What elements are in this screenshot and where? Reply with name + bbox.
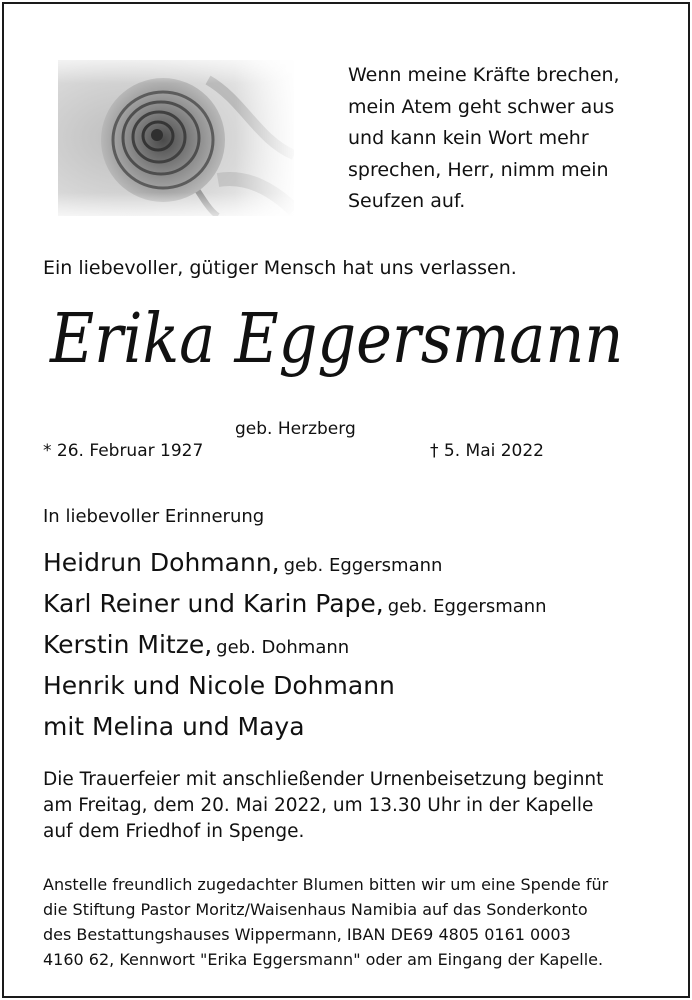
mourners-list	[43, 548, 547, 753]
mourner-name: mit Melina und Maya	[43, 712, 305, 741]
birth-date: * 26. Februar 1927	[43, 441, 204, 461]
funeral-line: auf dem Friedhof in Spenge.	[43, 821, 305, 842]
mourner-nee: geb. Dohmann	[216, 637, 350, 658]
donation-line: die Stiftung Pastor Moritz/Waisenhaus Namibia auf das Sonderkonto	[43, 900, 588, 919]
mourner-nee: geb. Eggersmann	[387, 596, 547, 617]
funeral-info	[43, 767, 603, 845]
mourner-name: Kerstin Mitze,	[43, 630, 213, 659]
donation-line: Anstelle freundlich zugedachter Blumen bitten wir um eine Spende für	[43, 875, 609, 894]
mourner-entry	[43, 630, 547, 671]
verse-line: Wenn meine Kräfte brechen,	[348, 64, 620, 86]
bible-verse	[348, 60, 620, 218]
mourner-name: Heidrun Dohmann,	[43, 548, 280, 577]
mourner-entry	[43, 589, 547, 630]
funeral-line: Die Trauerfeier mit anschließender Urnenbeisetzung beginnt	[43, 769, 604, 790]
donation-line: des Bestattungshauses Wippermann, IBAN DE69 4805 0161 0003	[43, 925, 571, 944]
mourner-entry	[43, 671, 547, 712]
mourner-entry	[43, 712, 547, 753]
mourner-nee: geb. Eggersmann	[283, 555, 443, 576]
rose-photo	[58, 60, 294, 216]
verse-line: sprechen, Herr, nimm mein	[348, 158, 609, 181]
mourner-entry	[43, 548, 547, 589]
memory-line: In liebevoller Erinnerung	[43, 506, 265, 527]
verse-line: und kann kein Wort mehr	[348, 127, 589, 149]
mourner-name: Henrik und Nicole Dohmann	[43, 671, 395, 700]
intro-text: Ein liebevoller, gütiger Mensch hat uns verlassen.	[43, 257, 517, 279]
funeral-line: am Freitag, dem 20. Mai 2022, um 13.30 Uhr in der Kapelle	[43, 795, 594, 816]
verse-line: mein Atem geht schwer aus	[348, 95, 615, 118]
death-date: † 5. Mai 2022	[430, 441, 545, 461]
maiden-name: geb. Herzberg	[235, 419, 356, 439]
deceased-name: Erika Eggersmann	[50, 300, 624, 379]
verse-line: Seufzen auf.	[348, 190, 466, 212]
donation-line: 4160 62, Kennwort "Erika Eggersmann" oder am Eingang der Kapelle.	[43, 950, 604, 969]
donation-info	[43, 872, 608, 972]
mourner-name: Karl Reiner und Karin Pape,	[43, 589, 384, 618]
